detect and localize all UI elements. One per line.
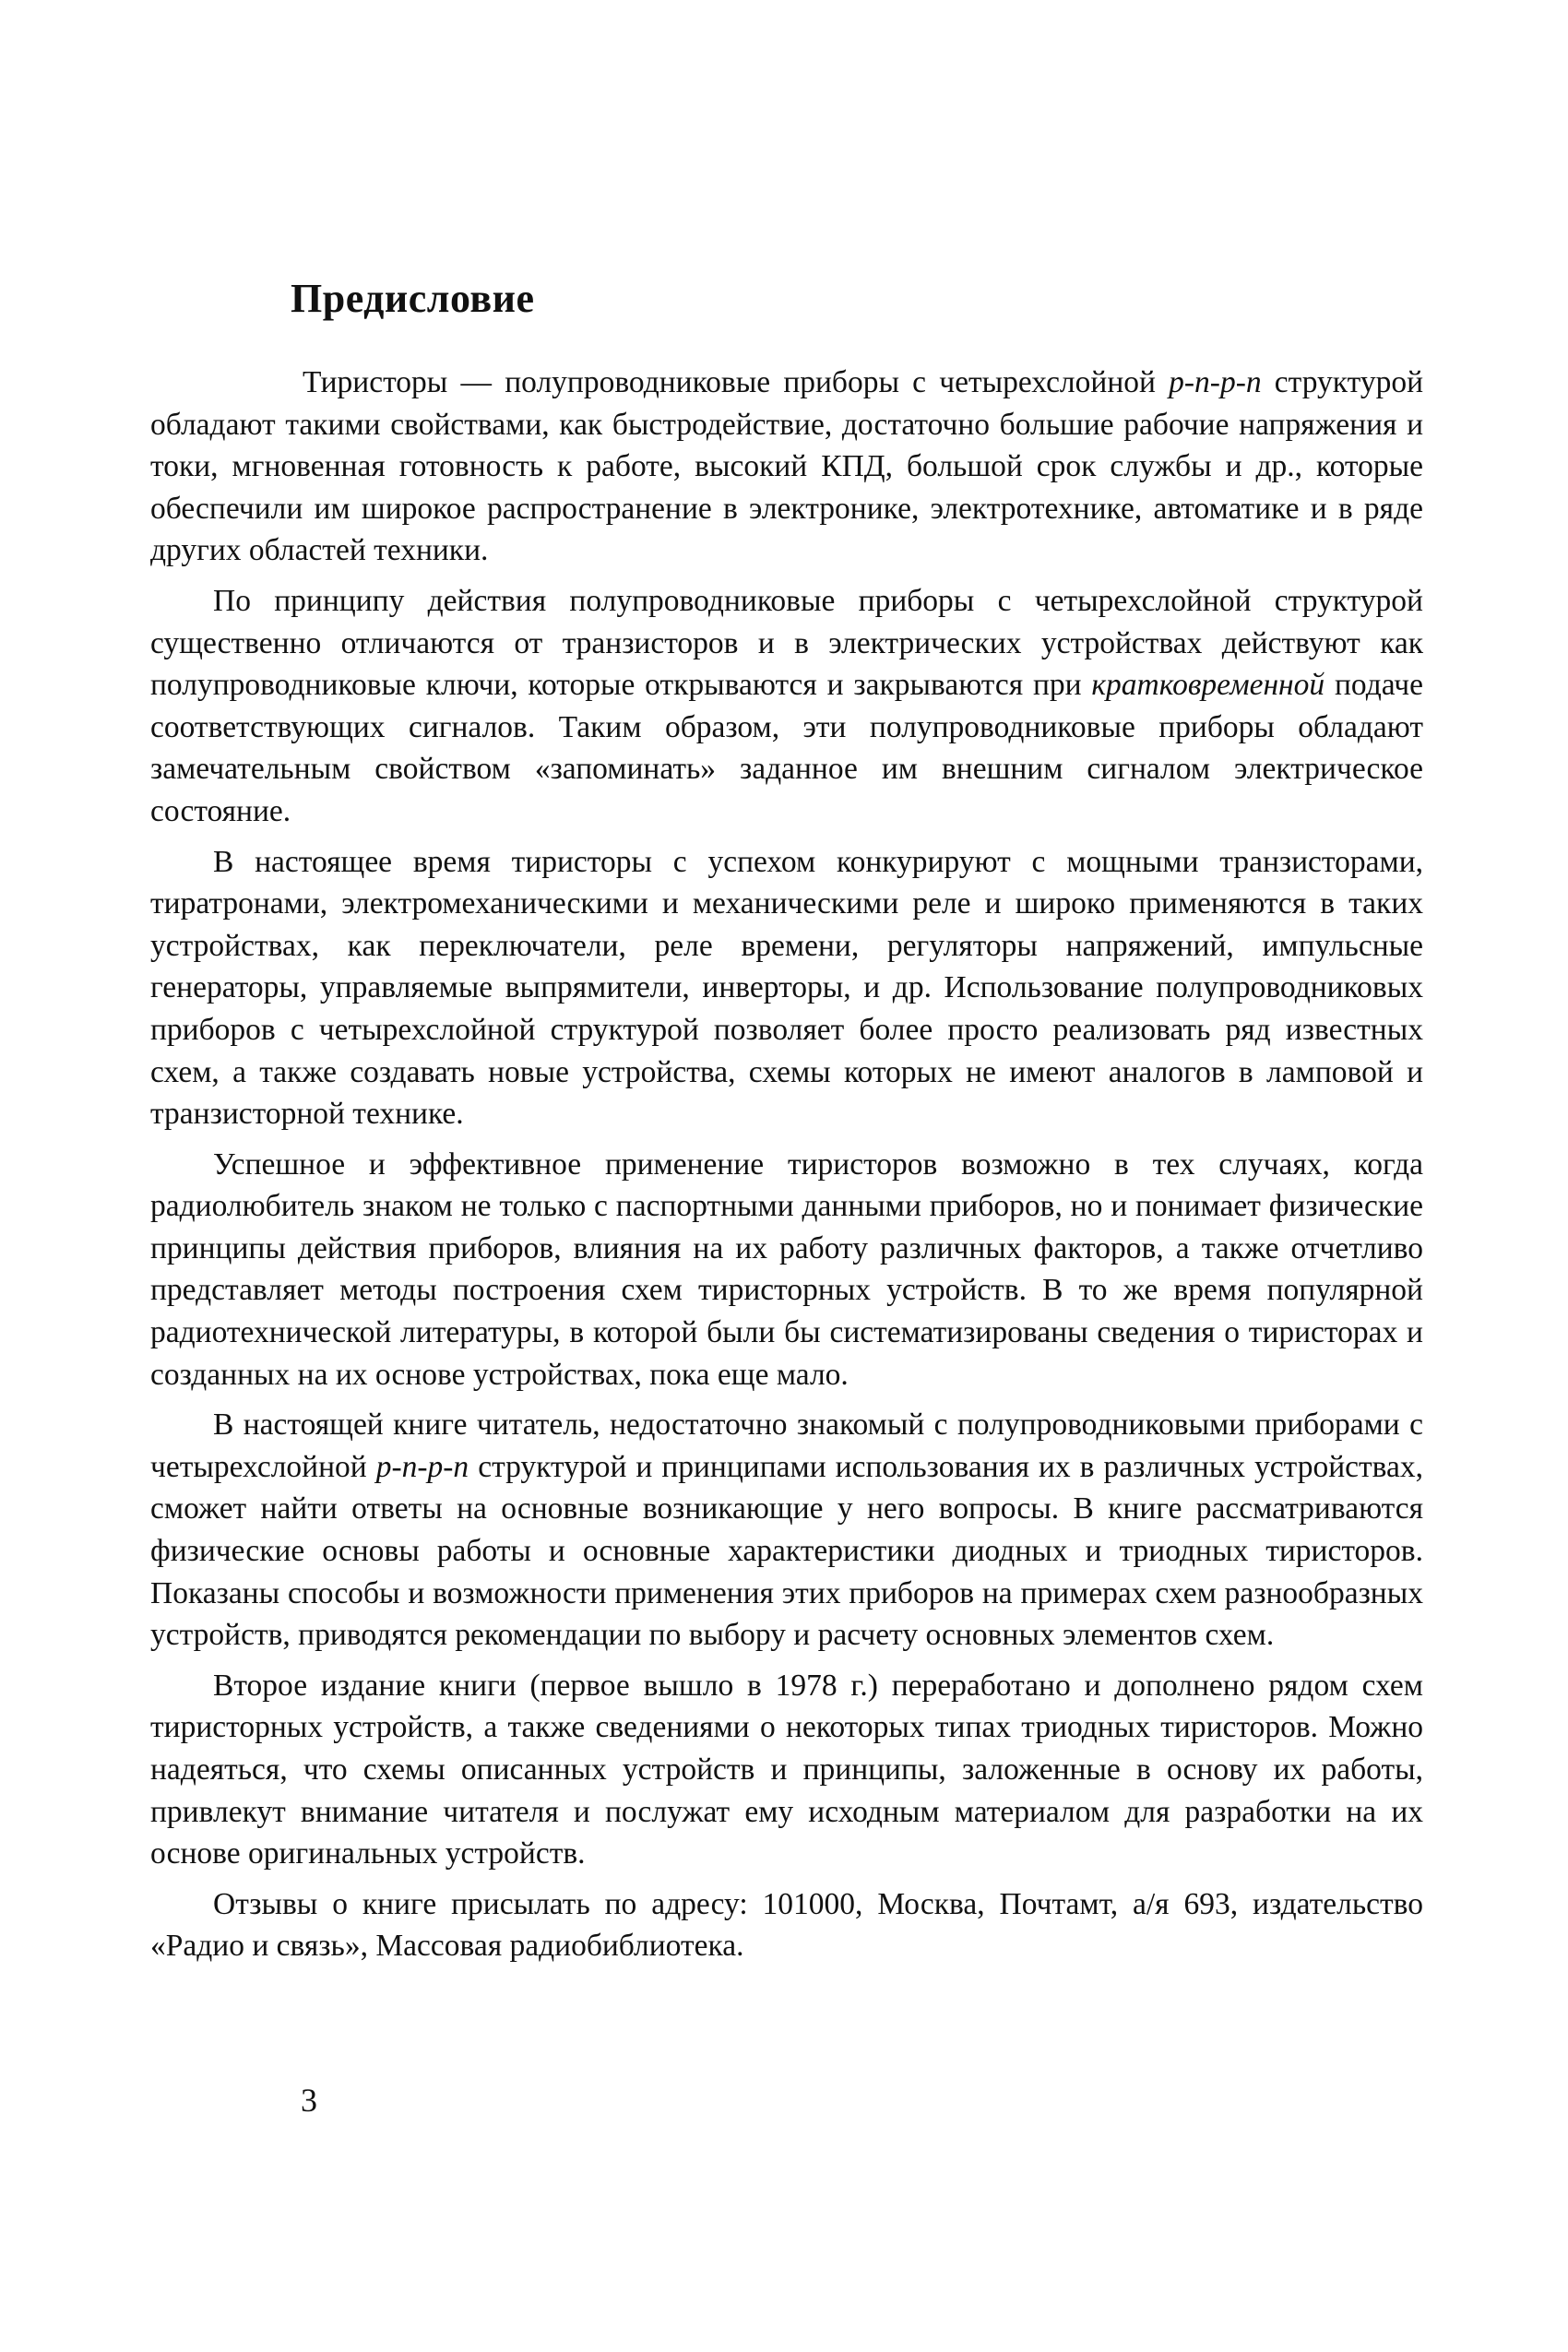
paragraph-4	[150, 1144, 1423, 1396]
paragraph-3	[150, 841, 1423, 1135]
paragraph-5-text-after: структурой и принципами использования их в различных устройствах, сможет найти ответы на основные возникающие у него вопросы. В книге рассматриваются физические основы работы и основные характеристики диодных и триодных тиристоров. Показаны способы и возможности применения этих приборов на примерах схем разнообразных устройств, приводятся рекомендации по выбору и расчету основных элементов схем.	[150, 1449, 1424, 1653]
paragraph-5-text-before: В настоящей книге читатель, недостаточно знакомый с полупроводниковыми приборами с четырехслойной	[150, 1408, 1423, 1484]
paragraph-4-text-before: Успешное и эффективное применение тиристоров возможно в тех случаях, когда радиолюбитель знаком не только с паспортными данными приборов, но и понимает физические принципы действия приборов, влияния на их работу различных факторов, а также отчетливо представляет методы построения схем тиристорных устройств. В то же время популярной радиотехнической литературы, в которой были бы систематизированы сведения о тиристорах и созданных на их основе устройствах, пока еще мало.	[150, 1146, 1423, 1392]
paragraph-1-text-after: структурой обладают такими свойствами, как быстродействие, достаточно большие рабочие напряжения и токи, мгновенная готовность к работе, высокий КПД, большой срок службы и др., которые обеспечили им широкое распространение в электронике, электротехнике, автоматике и в ряде других областей техники.	[150, 365, 1423, 568]
paragraph-6	[150, 1665, 1423, 1875]
page-number: 3	[301, 2082, 317, 2119]
paragraph-6-text-before: Второе издание книги (первое вышло в 1978 г.) переработано и дополнено рядом схем тиристорных устройств, а также сведениями о некоторых типах триодных тиристоров. Можно надеяться, что схемы описанных устройств и принципы, заложенные в основу их работы, привлекут внимание читателя и послужат ему исходным материалом для разработки на их основе оригинальных устройств.	[150, 1668, 1423, 1871]
paragraph-5-term: p-n-p-n	[375, 1449, 469, 1484]
paragraph-2-term: кратковременной	[1091, 668, 1325, 703]
paragraph-2-text-before: По принципу действия полупроводниковые приборы с четырехслойной структурой существенно отличаются от транзисторов и в электрических устройствах действуют как полупроводниковые ключи, которые открываются и закрываются при	[150, 583, 1423, 703]
paragraph-3-text-before: В настоящее время тиристоры с успехом конкурируют с мощными транзисторами, тиратронами, электромеханическими и механическими реле и широко применяются в таких устройствах, как переключатели, реле времени, регуляторы напряжений, импульсные генераторы, управляемые выпрямители, инверторы, и др. Использование полупроводниковых приборов с четырехслойной структурой позволяет более просто реализовать ряд известных схем, а также создавать новые устройства, схемы которых не имеют аналогов в ламповой и транзисторной технике.	[150, 844, 1423, 1132]
paragraph-1-term: p-n-p-n	[1169, 365, 1262, 399]
page-heading: Предисловие	[291, 276, 535, 321]
paragraph-1	[150, 362, 1423, 572]
paragraph-7-text-before: Отзывы о книге присылать по адресу: 101000, Москва, Почтамт, а/я 693, издательство «Радио и связь», Массовая радиобиблиотека.	[150, 1886, 1423, 1964]
paragraph-1-text-before: Тиристоры — полупроводниковые приборы с четырехслойной	[303, 365, 1170, 399]
paragraph-2-text-after: подаче соответствующих сигналов. Таким образом, эти полупроводниковые приборы обладают замечательным свойством «запоминать» заданное им внешним сигналом электрическое состояние.	[150, 668, 1423, 828]
paragraph-2	[150, 580, 1423, 833]
paragraph-5	[150, 1404, 1423, 1657]
paragraph-7	[150, 1883, 1423, 1967]
preface-body	[150, 362, 1423, 1976]
